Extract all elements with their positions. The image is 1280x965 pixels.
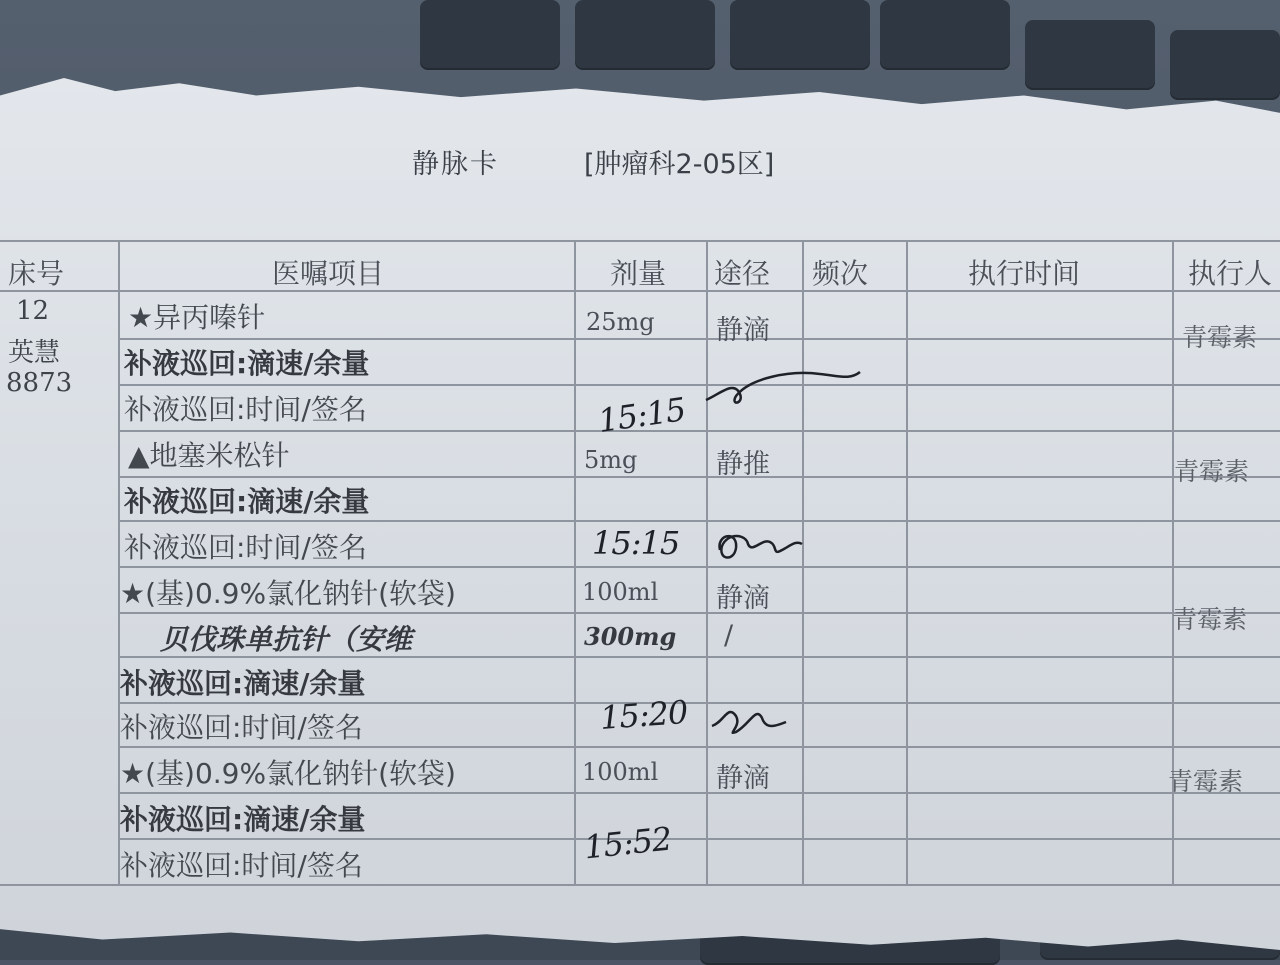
header-frequency: 频次	[812, 257, 869, 290]
order-item: ★异丙嗪针	[128, 301, 266, 334]
keyboard-key	[420, 0, 560, 70]
order-item: 贝伐珠单抗针（安维	[160, 623, 413, 656]
executor-value: 青霉素	[1168, 767, 1244, 796]
dose-value: 25mg	[586, 308, 655, 336]
row-line	[118, 838, 1280, 840]
row-line	[118, 338, 1280, 340]
order-item: 补液巡回:时间/签名	[120, 711, 363, 744]
keyboard-key	[1025, 20, 1155, 90]
order-item: ★(基)0.9%氯化钠针(软袋)	[120, 577, 456, 610]
table-bottom-border	[0, 884, 1280, 886]
order-item: 补液巡回:时间/签名	[124, 531, 367, 564]
handwritten-time: 15:20	[598, 693, 689, 737]
row-line	[118, 792, 1280, 794]
executor-value: 青霉素	[1174, 457, 1250, 486]
header-route: 途径	[714, 257, 771, 290]
header-exec-time: 执行时间	[968, 257, 1081, 290]
header-item: 医嘱项目	[272, 257, 385, 290]
dose-value: 300mg	[584, 622, 677, 651]
handwritten-time: 15:15	[592, 524, 680, 562]
handwritten-signature	[700, 350, 870, 420]
handwritten-signature	[706, 696, 796, 746]
order-item: 补液巡回:滴速/余量	[120, 803, 366, 836]
row-line	[118, 476, 1280, 478]
row-line	[118, 612, 1280, 614]
route-value: 静滴	[716, 763, 770, 794]
order-item: 补液巡回:滴速/余量	[124, 347, 370, 380]
row-line	[118, 384, 1280, 386]
order-item: ★(基)0.9%氯化钠针(软袋)	[120, 757, 456, 790]
handwritten-signature	[712, 520, 812, 570]
patient-id: 8873	[6, 368, 73, 398]
dose-value: 100ml	[582, 758, 659, 786]
route-value: 静滴	[716, 315, 770, 346]
header-dose: 剂量	[610, 257, 667, 290]
route-value: /	[724, 620, 734, 651]
dose-value: 100ml	[582, 578, 659, 606]
col-line	[906, 240, 908, 886]
row-line	[118, 566, 1280, 568]
row-line	[118, 746, 1280, 748]
bed-number: 12	[16, 296, 50, 326]
keyboard-key	[1170, 30, 1280, 100]
order-item: 补液巡回:滴速/余量	[120, 667, 366, 700]
keyboard-key	[730, 0, 870, 70]
keyboard-key	[880, 0, 1010, 70]
row-line	[118, 702, 1280, 704]
patient-name: 英慧	[8, 338, 61, 368]
order-item: ▲地塞米松针	[128, 439, 290, 472]
order-item: 补液巡回:滴速/余量	[124, 485, 370, 518]
table-top-border	[0, 240, 1280, 242]
order-item: 补液巡回:时间/签名	[120, 849, 363, 882]
col-line	[706, 240, 708, 886]
executor-value: 青霉素	[1172, 605, 1248, 634]
dose-value: 5mg	[584, 446, 638, 474]
handwritten-time: 15:52	[582, 819, 673, 867]
executor-value: 青霉素	[1182, 323, 1258, 352]
department-label: [肿瘤科2-05区]	[584, 149, 775, 180]
card-title: 静脉卡	[412, 149, 499, 180]
keyboard-key	[575, 0, 715, 70]
row-line	[118, 520, 1280, 522]
route-value: 静推	[716, 449, 770, 480]
order-item: 补液巡回:时间/签名	[124, 393, 367, 426]
header-executor: 执行人	[1188, 257, 1273, 290]
handwritten-time: 15:15	[595, 390, 688, 440]
col-line	[574, 240, 576, 886]
header-bed: 床号	[8, 257, 65, 290]
row-line	[118, 430, 1280, 432]
route-value: 静滴	[716, 583, 770, 614]
